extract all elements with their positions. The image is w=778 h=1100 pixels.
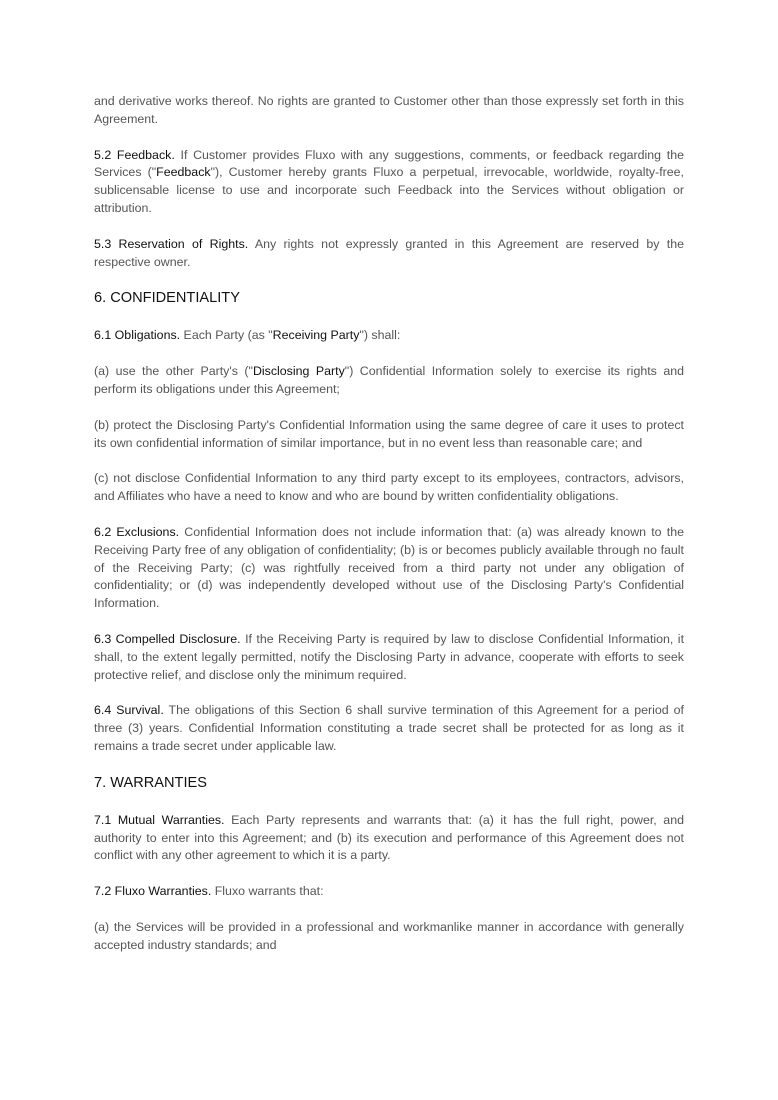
clause-label: 6.2 Exclusions. (94, 524, 180, 539)
clause-6-1-b: (b) protect the Disclosing Party's Confidential Information using the same degree of care it uses to protect its own confidential information of similar importance, but in no event less than reasonable care; and (94, 417, 684, 450)
clause-7-2-a: (a) the Services will be provided in a professional and workmanlike manner in accordance with generally accepted industry standards; and (94, 919, 684, 952)
clause-6-3: 6.3 Compelled Disclosure. If the Receiving Party is required by law to disclose Confidential Information, it shall, to the extent legally permitted, notify the Disclosing Party in advance, cooperate with efforts to seek protective relief, and disclose only the minimum required. (94, 631, 685, 682)
clause-label: 6.3 Compelled Disclosure. (94, 631, 241, 646)
clause-5-2: 5.2 Feedback. If Customer provides Fluxo with any suggestions, comments, or feedback regarding the Services ("Feedback"), Customer hereby grants Fluxo a perpetual, irrevocable, worldwide, royalty-free, sublicensable license to use and incorporate such Feedback into the Services without obligation or attribution. (94, 147, 685, 215)
clause-label: 5.2 Feedback. (94, 147, 175, 162)
clause-6-4: 6.4 Survival. The obligations of this Section 6 shall survive termination of this Agreement for a period of three (3) years. Confidential Information constituting a trade secret shall be protected for as long as it remains a trade secret under applicable law. (94, 703, 684, 753)
clause-7-1: 7.1 Mutual Warranties. Each Party represents and warrants that: (a) it has the full right, power, and authority to enter into this Agreement; and (b) its execution and performance of this Agreement does not conflict with any other agreement to which it is a party. (94, 812, 684, 863)
document-page (94, 93, 684, 973)
section-heading-7: 7. WARRANTIES (94, 774, 207, 791)
clause-6-1-a: (a) use the other Party's ("Disclosing Party") Confidential Information solely to exercise its rights and perform its obligations under this Agreement; (94, 364, 685, 396)
clause-6-1-c: (c) not disclose Confidential Information to any third party except to its employees, contractors, advisors, and Affiliates who have a need to know and who are bound by written confidentiality obligations. (94, 471, 684, 504)
clause-6-1: 6.1 Obligations. Each Party (as "Receiving Party") shall: (94, 328, 401, 343)
defined-term: Feedback (156, 165, 211, 180)
clause-label: 6.4 Survival. (94, 703, 164, 718)
defined-term: Receiving Party (272, 328, 360, 343)
clause-label: 7.2 Fluxo Warranties. (94, 884, 212, 899)
clause-label: 7.1 Mutual Warranties. (94, 812, 225, 827)
clause-5-3: 5.3 Reservation of Rights. Any rights not expressly granted in this Agreement are reserved by the respective owner. (94, 236, 684, 269)
defined-term: Disclosing Party (252, 364, 345, 379)
clause-label: 6.1 Obligations. (94, 328, 181, 343)
clause-label: 5.3 Reservation of Rights. (94, 236, 249, 251)
section-heading-6: 6. CONFIDENTIALITY (94, 290, 240, 307)
paragraph-continuation: and derivative works thereof. No rights are granted to Customer other than those expressly set forth in this Agreement. (94, 94, 684, 126)
clause-7-2: 7.2 Fluxo Warranties. Fluxo warrants that: (94, 884, 324, 899)
clause-6-2: 6.2 Exclusions. Confidential Information does not include information that: (a) was already known to the Receiving Party free of any obligation of confidentiality; (b) is or becomes publicly available through no fault of the Receiving Party; (c) was rightfully received from a third party not under any obligation of confidentiality; or (d) was independently developed without use of the Disclosing Party's Confidential Information. (94, 524, 684, 611)
